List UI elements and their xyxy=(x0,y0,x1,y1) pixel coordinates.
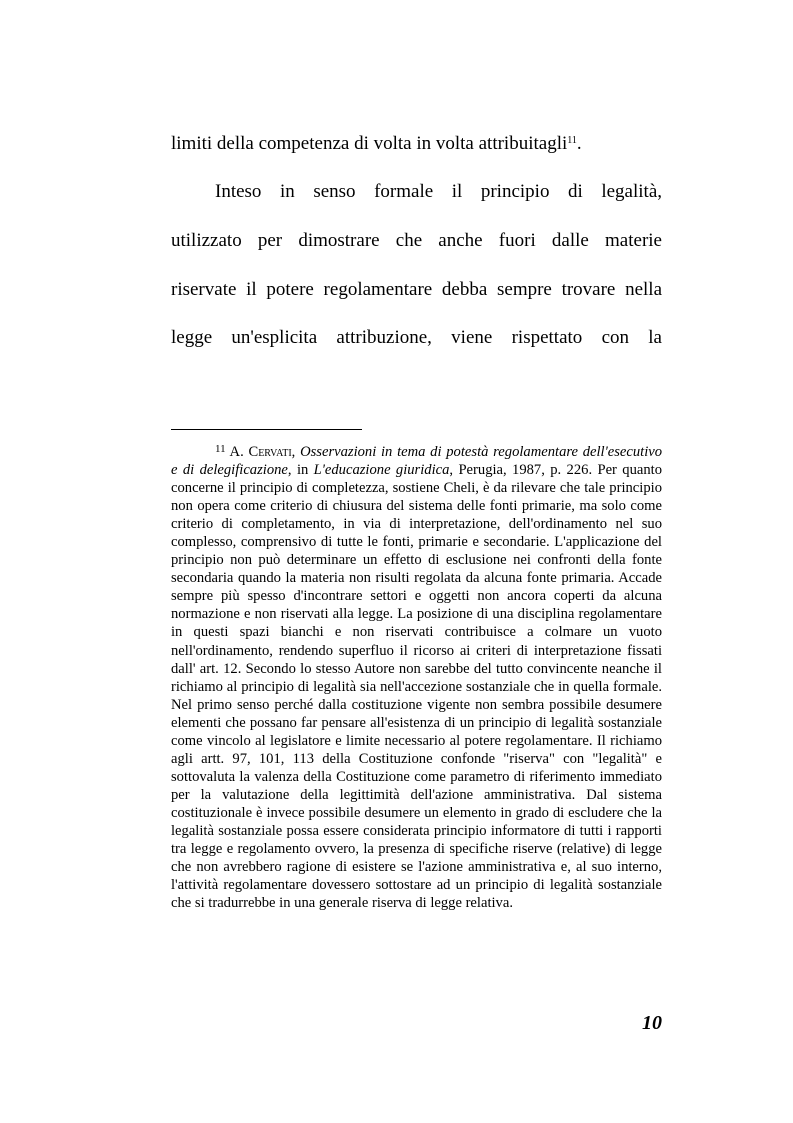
body-line-3: utilizzato per dimostrare che anche fuori dalle materie xyxy=(171,230,662,251)
footnote-author-surname: Cervati xyxy=(248,444,292,460)
footnote xyxy=(171,443,662,912)
footnote-in-text: , in xyxy=(287,462,314,479)
footnote-journal: L'educazione giuridica xyxy=(313,462,450,479)
footnote-separator-text: , xyxy=(291,444,301,460)
footnote-separator xyxy=(171,429,362,430)
footnote-text: , Perugia, 1987, p. 226. Per quanto concerne il principio di completezza, sostiene Cheli, è da rilevare che tale principio non opera come criterio di chiusura del sistema delle fonti primarie, ma solo come criterio di completamento, in via di interpretazione, dell'ordinamento nel suo complesso, comprensivo di tutte le fonti, primarie e secondarie. L'applicazione del principio non può determinare un effetto di esclusione nei confronti della fonte secondaria quando la materia non risulti regolata da alcuna fonte primaria. Accade sempre più spesso d'incontrare settori e oggetti non ancora coperti da alcuna normazione e non riservati alla legge. La posizione di una disciplina regolamentare in questi spazi bianchi e non riservati contribuisce a colmare un vuoto nell'ordinamento, rendendo superfluo il ricorso ai criteri di interpretazione fissati dall' art. 12. Secondo lo stesso Autore non sarebbe del tutto convincente neanche il richiamo al principio di legalità sia nell'accezione sostanziale che in quella formale. Nel primo senso perché dalla costituzione vigente non sembra possibile desumere elementi che possano far pensare all'esistenza di un principio di legalità sostanziale come vincolo al legislatore e limite necessario al potere regolamentare. Il richiamo agli artt. 97, 101, 113 della Costituzione confonde "riserva" con "legalità" e sottovaluta la valenza della Costituzione come parametro di riferimento immediato per la valutazione della legittimità dell'azione amministrativa. Dal sistema costituzionale è invece possibile desumere un elemento in grado di escludere che la legalità sostanziale possa essere considerata principio informatore di tutti i rapporti tra legge e regolamento ovvero, la presenza di specifiche riserve (relative) di legge che non avrebbero ragione di esistere se l'azione amministrativa e, al suo interno, l'attività regolamentare dovessero sottostare ad un principio di legalità sostanziale che si tradurrebbe in una generale riserva di legge relativa. xyxy=(171,462,662,912)
body-line-4: riservate il potere regolamentare debba sempre trovare nella xyxy=(171,279,662,300)
footnote-work-title: Osservazioni in tema di potestà regolamentare dell'esecutivo e di delegificazione xyxy=(171,444,663,479)
footnote-reference[interactable]: 11 xyxy=(567,135,577,146)
footnote-paragraph xyxy=(171,443,662,912)
body-line-5: legge un'esplicita attribuzione, viene rispettato con la xyxy=(171,327,662,348)
body-line-1 xyxy=(171,132,662,156)
page-number: 10 xyxy=(642,1012,662,1034)
body-line-1-end: . xyxy=(576,133,582,154)
body-line-2: Inteso in senso formale il principio di legalità, xyxy=(215,181,662,202)
body-line-1-text: limiti della competenza di volta in volta attribuitagli xyxy=(171,133,568,154)
footnote-author-initial: A. xyxy=(229,444,244,460)
footnote-number: 11 xyxy=(215,443,226,455)
